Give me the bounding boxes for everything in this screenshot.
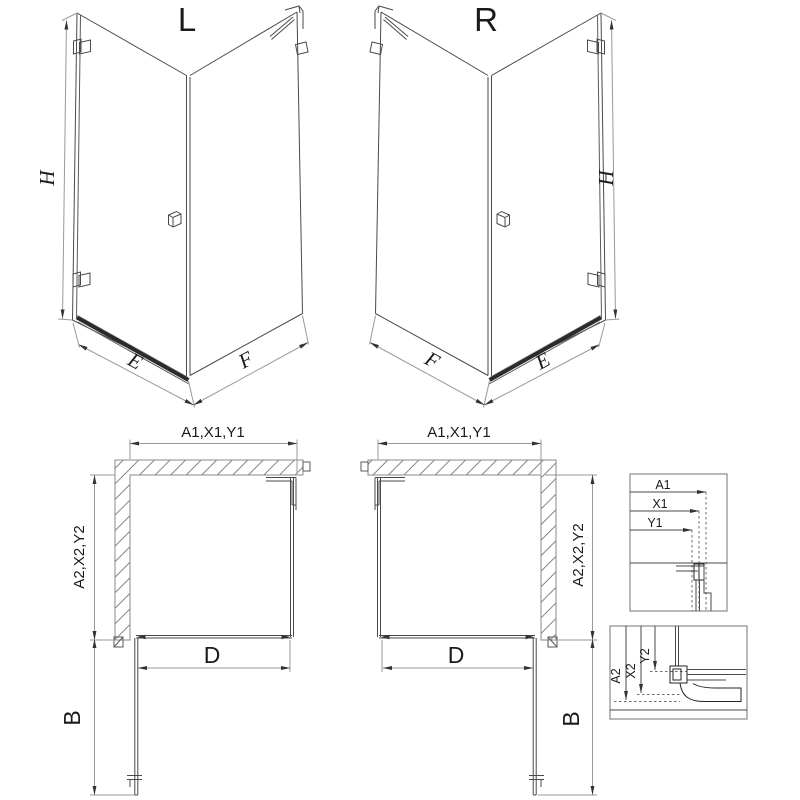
plan-left-door-dim: B: [59, 710, 85, 726]
detail-label-a2: A2: [609, 668, 623, 684]
plan-right-depth-dim: D: [447, 642, 465, 668]
detail-label-y1: Y1: [647, 516, 663, 530]
detail-label-a1: A1: [655, 478, 671, 492]
dim-label-door-width-right: E: [531, 347, 555, 375]
perspective-view-right: [370, 1, 620, 408]
detail-label-x1: X1: [652, 497, 668, 511]
detail-label-y2: Y2: [638, 648, 652, 664]
view-label-right: R: [474, 1, 498, 38]
dim-label-height-left: H: [35, 170, 59, 186]
dim-label-fixed-width-right: F: [420, 346, 444, 374]
perspective-view-left: [35, 1, 309, 408]
plan-right-side-dims: A2,X2,Y2: [570, 523, 587, 587]
plan-right-top-dims: A1,X1,Y1: [427, 424, 491, 441]
plan-view-right: [361, 424, 597, 795]
dim-label-door-width-left: E: [123, 347, 147, 375]
plan-right-door-dim: B: [558, 711, 584, 727]
detail-label-x2: X2: [624, 663, 638, 679]
plan-left-side-dims: A2,X2,Y2: [71, 525, 88, 589]
dim-label-fixed-width-left: F: [234, 346, 258, 374]
detail-top-offsets: [630, 474, 727, 611]
plan-view-left: [59, 424, 310, 795]
view-label-left: L: [177, 1, 197, 38]
plan-left-top-dims: A1,X1,Y1: [181, 424, 245, 441]
plan-left-depth-dim: D: [203, 642, 221, 668]
detail-bottom-offsets: [609, 626, 747, 719]
dim-label-height-right: H: [594, 170, 618, 186]
